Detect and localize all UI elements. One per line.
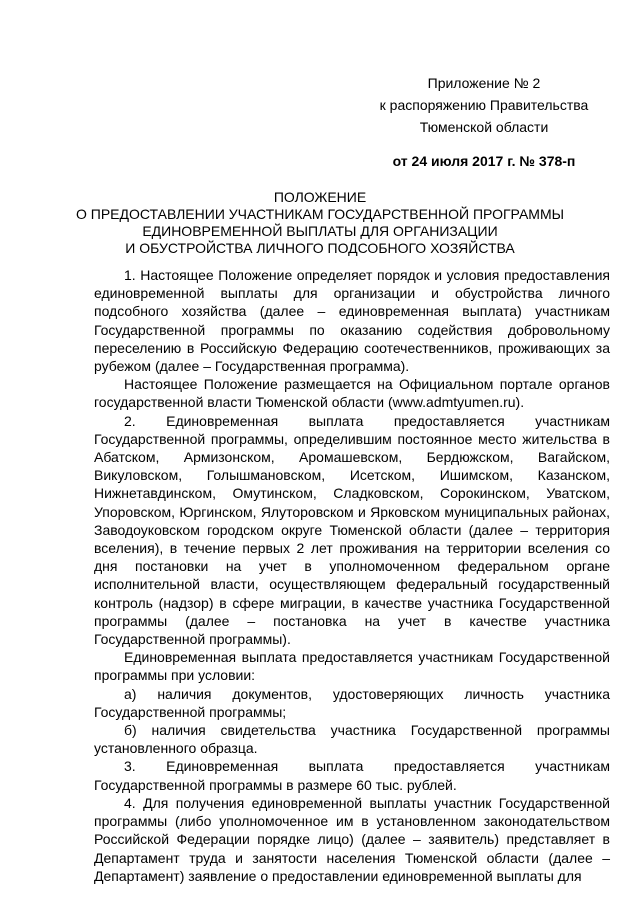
paragraph-8: 4. Для получения единовременной выплаты участник Государственной программы (либо уполномоченное им в установленном законодательством Российской Федерации порядке лицо) (далее – заявитель) представляет в Департамент труда и занятости населения Тюменской области (далее – Департамент) заявление о предоставлении единовременной выплаты для (94, 794, 610, 884)
paragraph-5: а) наличия документов, удостоверяющих личность участника Государственной программы; (94, 685, 610, 720)
appendix-number: Приложение № 2 (427, 75, 541, 91)
document-title (60, 189, 580, 257)
title-line-2: О ПРЕДОСТАВЛЕНИИ УЧАСТНИКАМ ГОСУДАРСТВЕННОЙ ПРОГРАММЫ (75, 206, 564, 222)
paragraph-3: 2. Единовременная выплата предоставляется участникам Государственной программы, определившим постоянное место жительства в Абатском, Армизонском, Аромашевском, Бердюжском, Вагайском, Викуловском, Голышмановском, Исетском, Ишимском, Казанском, Нижнетавдинском, Омутинском, Сладковском, Сорокинском, Уватском, Упоровском, Юргинском, Ялуторовском и Ярковском муниципальных районах, Заводоуковском городском округе Тюменской области (далее – территория вселения), в течение первых 2 лет проживания на территории вселения со дня постановки на учет в уполномоченном федеральном органе исполнительной власти, осуществляющем федеральный государственный контроль (надзор) в сфере миграции, в качестве участника Государственной программы (далее – постановка на учет в качестве участника Государственной программы). (94, 412, 610, 648)
title-line-1: ПОЛОЖЕНИЕ (273, 189, 367, 205)
paragraph-1: 1. Настоящее Положение определяет порядок и условия предоставления единовременной выплаты для организации и обустройства личного подсобного хозяйства (далее – единовременная выплата) участникам Государственной программы по оказанию содействия добровольному переселению в Российскую Федерацию соотечественников, проживающих за рубежом (далее – Государственная программа). (94, 267, 610, 375)
title-line-4: И ОБУСТРОЙСТВА ЛИЧНОГО ПОДСОБНОГО ХОЗЯЙСТВА (125, 240, 515, 256)
paragraph-2: Настоящее Положение размещается на Официальном портале органов государственной власти Тюменской области (www.admtyumen.ru). (94, 376, 610, 411)
paragraph-6: б) наличия свидетельства участника Государственной программы установленного образца. (94, 722, 610, 757)
appendix-header (340, 72, 628, 172)
title-line-3: ЕДИНОВРЕМЕННОЙ ВЫПЛАТЫ ДЛЯ ОРГАНИЗАЦИИ (142, 223, 498, 239)
appendix-reference: к распоряжению Правительства (379, 97, 589, 113)
appendix-date-number: от 24 июля 2017 г. № 378-п (392, 153, 576, 169)
paragraph-4: Единовременная выплата предоставляется участникам Государственной программы при условии: (94, 649, 610, 684)
appendix-region: Тюменской области (419, 119, 549, 135)
document-body (94, 266, 610, 885)
paragraph-7: 3. Единовременная выплата предоставляется участникам Государственной программы в размере 60 тыс. рублей. (94, 758, 610, 793)
